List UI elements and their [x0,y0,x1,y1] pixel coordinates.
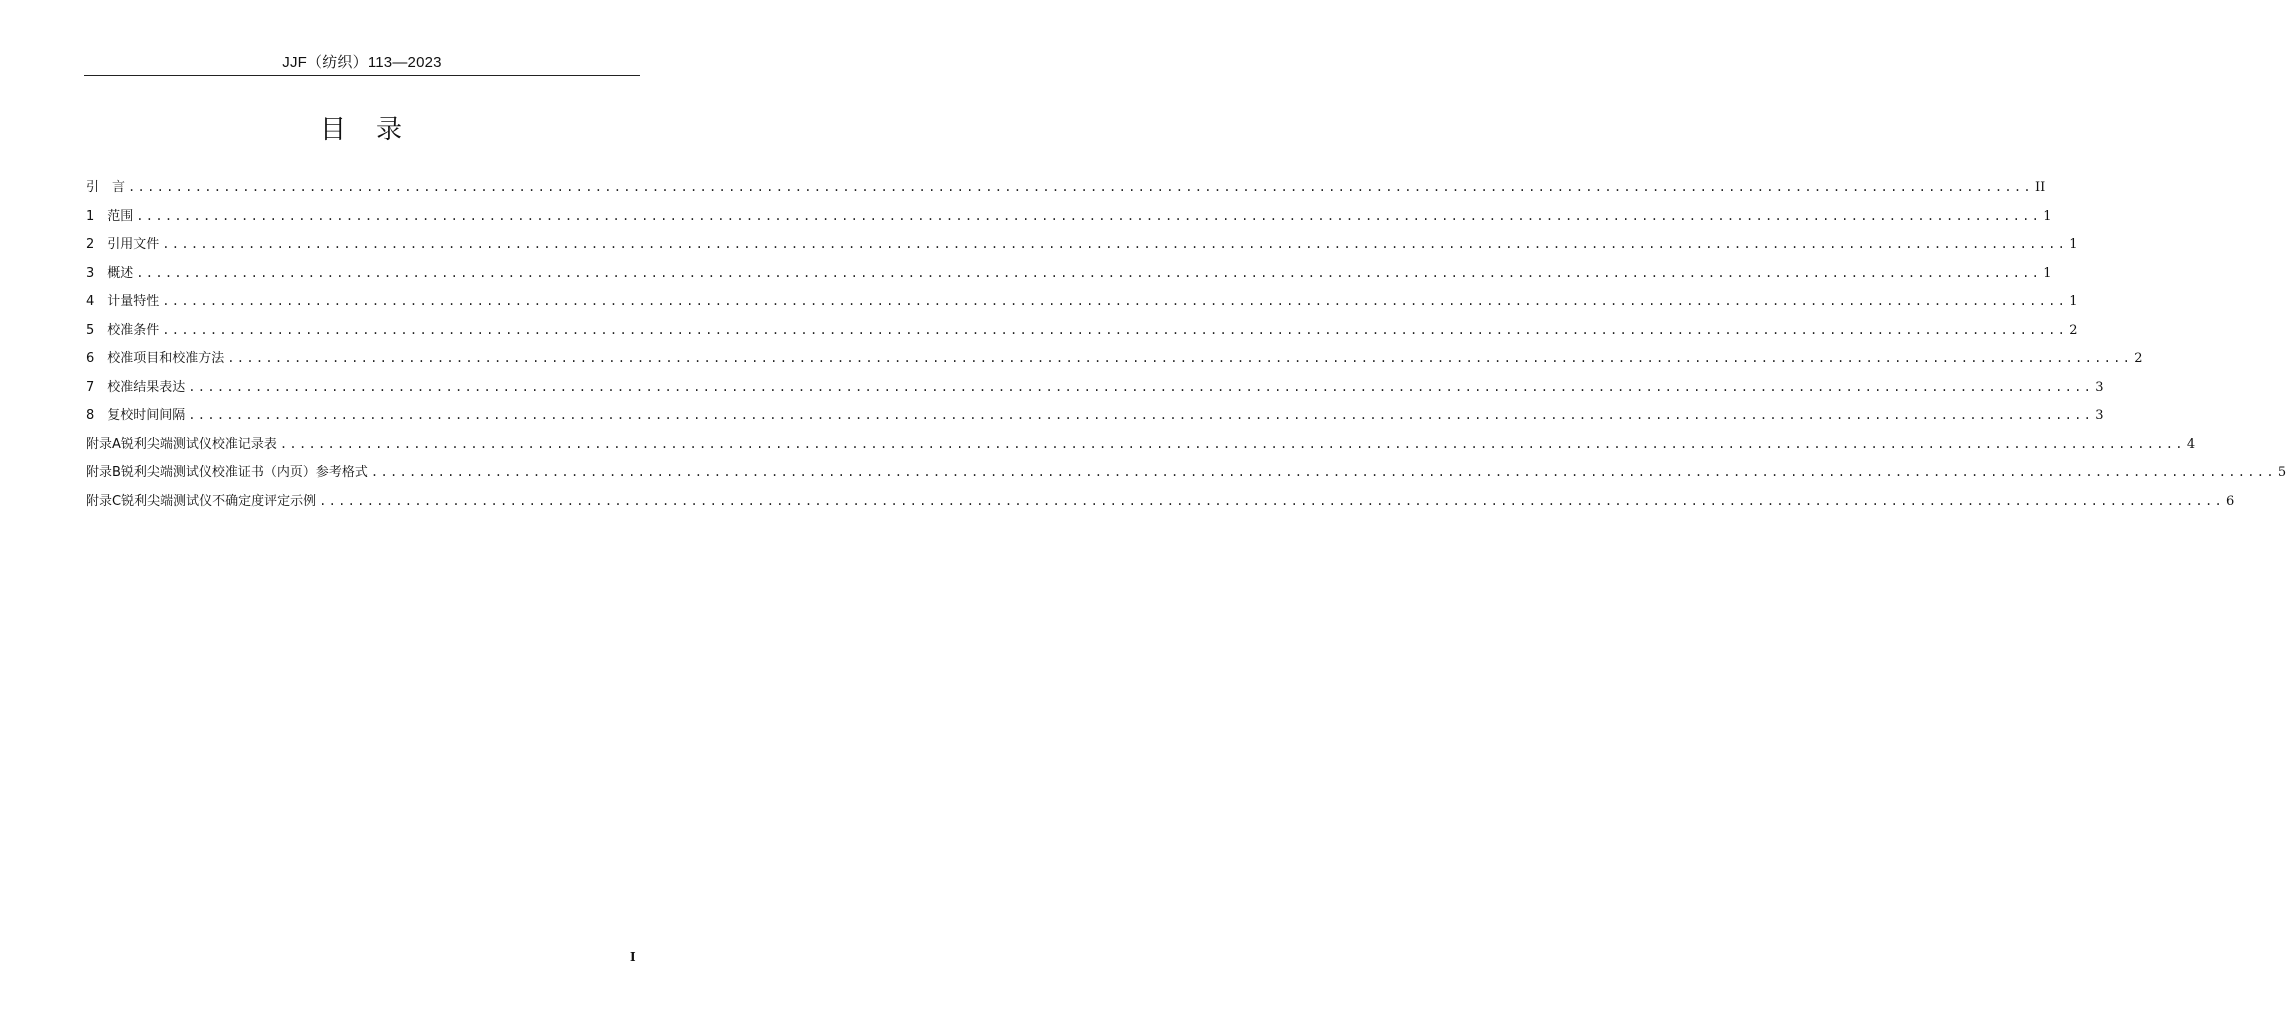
toc-entry-recalibration-interval[interactable] [86,404,2104,433]
toc-entry-label: 5 校准条件 [86,322,160,338]
header-rule [84,75,640,76]
dot-leader: ........................................................................................................................................................................................................ [188,408,2094,422]
toc-entry-appendix-b[interactable] [86,461,2286,490]
toc-entry-page: 3 [2095,379,2104,395]
toc-entry-label: 2 引用文件 [86,237,160,252]
dot-leader: ........................................................................................................................................................................................................ [319,493,2224,508]
dot-leader: ........................................................................................................................................................................................................ [162,237,2068,251]
toc-entry-page: 2 [2134,351,2143,366]
toc-entry-label: 6 校准项目和校准方法 [86,351,225,366]
toc-entry-page: 1 [2069,237,2078,252]
toc-entry-page: 6 [2226,493,2235,509]
toc-entry-page: 1 [2043,208,2052,224]
dot-leader: ........................................................................................................................................................................................................ [128,180,2033,194]
toc-entry-references[interactable] [86,233,2078,262]
document-code-header: JJF（纺织）113—2023 [282,54,442,71]
dot-leader: ........................................................................................................................................................................................................ [227,351,2133,365]
toc-entry-metrological-characteristics[interactable] [86,290,2078,319]
toc-entry-page: 1 [2043,265,2052,281]
toc-entry-calibration-conditions[interactable] [86,319,2078,348]
dot-leader: ........................................................................................................................................................................................................ [370,465,2276,479]
toc-entry-label: 8 复校时间间隔 [86,408,186,423]
toc-entry-results-expression[interactable] [86,376,2104,405]
toc-entry-calibration-items-methods[interactable] [86,347,2143,376]
toc-entry-scope[interactable] [86,205,2052,234]
toc-entry-page: II [2034,180,2046,195]
toc-entry-label: 引 言 [86,180,126,195]
toc-entry-appendix-c[interactable] [86,490,2235,519]
toc-entry-label: 3 概述 [86,265,134,281]
dot-leader: ........................................................................................................................................................................................................ [136,208,2042,223]
toc-entry-label: 附录B锐利尖端测试仪校准证书（内页）参考格式 [86,465,368,480]
dot-leader: ........................................................................................................................................................................................................ [136,265,2042,280]
toc-entry-page: 5 [2277,465,2286,480]
toc-entry-page: 1 [2069,294,2078,309]
toc-entry-label: 附录A锐利尖端测试仪校准记录表 [86,436,277,452]
dot-leader: ........................................................................................................................................................................................................ [188,379,2094,394]
table-of-contents [86,176,2286,518]
page-number: I [630,950,636,964]
toc-entry-overview[interactable] [86,262,2052,291]
dot-leader: ........................................................................................................................................................................................................ [279,436,2185,451]
toc-entry-page: 4 [2186,436,2196,452]
toc-entry-label: 4 计量特性 [86,294,160,309]
toc-title: 目 录 [319,115,404,145]
toc-entry-page: 3 [2095,408,2104,423]
toc-entry-label: 7 校准结果表达 [86,379,186,395]
toc-entry-appendix-a[interactable] [86,433,2196,462]
toc-entry-page: 2 [2069,322,2078,338]
dot-leader: ........................................................................................................................................................................................................ [162,294,2068,308]
toc-entry-label: 1 范围 [86,208,134,224]
toc-entry-label: 附录C锐利尖端测试仪不确定度评定示例 [86,493,317,509]
toc-entry-preface[interactable] [86,176,2046,205]
dot-leader: ........................................................................................................................................................................................................ [162,322,2068,337]
